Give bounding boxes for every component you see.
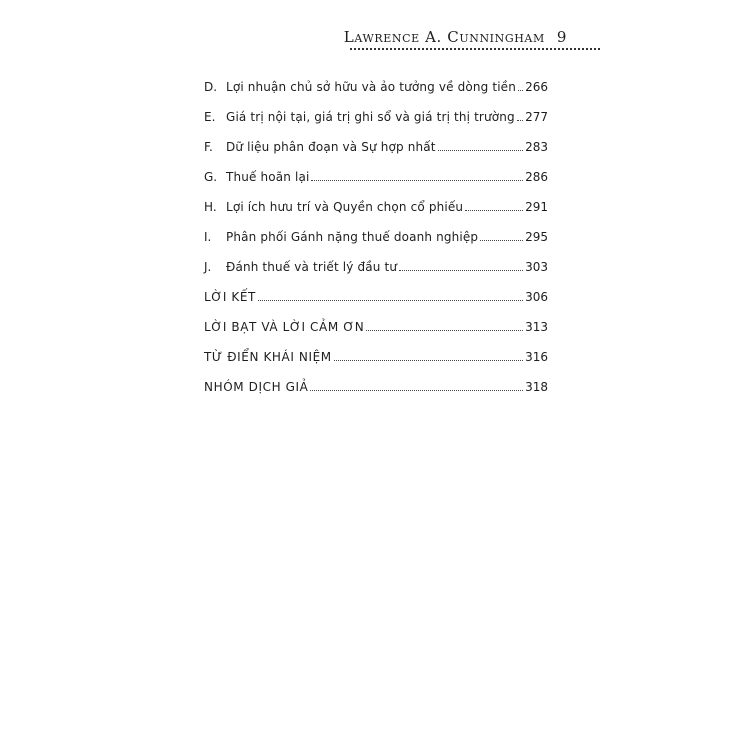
dot-leader	[311, 179, 523, 181]
toc-entry-letter: G.	[204, 170, 218, 184]
toc-entry-page: 306	[525, 290, 548, 304]
dot-leader	[310, 389, 523, 391]
toc-entry-page: 266	[525, 80, 548, 94]
toc-entry-epilogue	[204, 274, 548, 304]
toc-entry-page: 318	[525, 380, 548, 394]
toc-entry-title: LỜI KẾT	[204, 290, 256, 304]
toc-entry-page: 303	[525, 260, 548, 274]
toc-entry-letter: F.	[204, 140, 213, 154]
toc-entry-letter: J.	[204, 260, 212, 274]
toc-entry-title: Phân phối Gánh nặng thuế doanh nghiệp	[226, 230, 479, 244]
toc-entry-e	[204, 94, 548, 124]
toc-entry-glossary	[204, 334, 548, 364]
toc-entry-title: LỜI BẠT VÀ LỜI CẢM ƠN	[204, 320, 365, 334]
dot-leader	[465, 209, 523, 211]
toc-entry-title: TỪ ĐIỂN KHÁI NIỆM	[204, 350, 332, 364]
toc-entry-title: Dữ liệu phân đoạn và Sự hợp nhất	[226, 140, 436, 154]
running-head-dotted-rule	[350, 48, 600, 50]
toc-entry-i	[204, 214, 548, 244]
toc-entry-f	[204, 124, 548, 154]
toc-entry-page: 316	[525, 350, 548, 364]
toc-entry-page: 291	[525, 200, 548, 214]
toc-entry-page: 283	[525, 140, 548, 154]
toc-entry-page: 277	[525, 110, 548, 124]
toc-entry-title: Lợi nhuận chủ sở hữu và ảo tưởng về dòng tiền	[226, 80, 516, 94]
toc-entry-title: Giá trị nội tại, giá trị ghi sổ và giá trị thị trường	[226, 110, 515, 124]
dot-leader	[366, 329, 523, 331]
toc-entry-title: Lợi ích hưu trí và Quyền chọn cổ phiếu	[226, 200, 464, 214]
toc-entry-page: 295	[525, 230, 548, 244]
dot-leader	[334, 359, 523, 361]
running-head	[344, 28, 567, 46]
toc-entry-afterword	[204, 304, 548, 334]
toc-entry-j	[204, 244, 548, 274]
dot-leader	[438, 149, 523, 151]
running-head-page-number: 9	[556, 28, 567, 46]
dot-leader	[258, 299, 523, 301]
toc-entry-title: Đánh thuế và triết lý đầu tư	[226, 260, 398, 274]
toc-entry-translators	[204, 364, 548, 394]
toc-entry-letter: I.	[204, 230, 212, 244]
toc-entry-letter: H.	[204, 200, 217, 214]
table-of-contents	[204, 64, 548, 394]
toc-entry-g	[204, 154, 548, 184]
toc-entry-title: NHÓM DỊCH GIẢ	[204, 380, 309, 394]
toc-entry-title: Thuế hoãn lại	[226, 170, 310, 184]
toc-entry-letter: E.	[204, 110, 216, 124]
dot-leader	[517, 119, 523, 121]
dot-leader	[399, 269, 523, 271]
dot-leader	[518, 89, 523, 91]
toc-entry-h	[204, 184, 548, 214]
toc-entry-d	[204, 64, 548, 94]
toc-entry-letter: D.	[204, 80, 218, 94]
toc-entry-page: 286	[525, 170, 548, 184]
dot-leader	[480, 239, 523, 241]
running-head-author: Lawrence A. Cunningham	[343, 28, 545, 46]
toc-entry-page: 313	[525, 320, 548, 334]
